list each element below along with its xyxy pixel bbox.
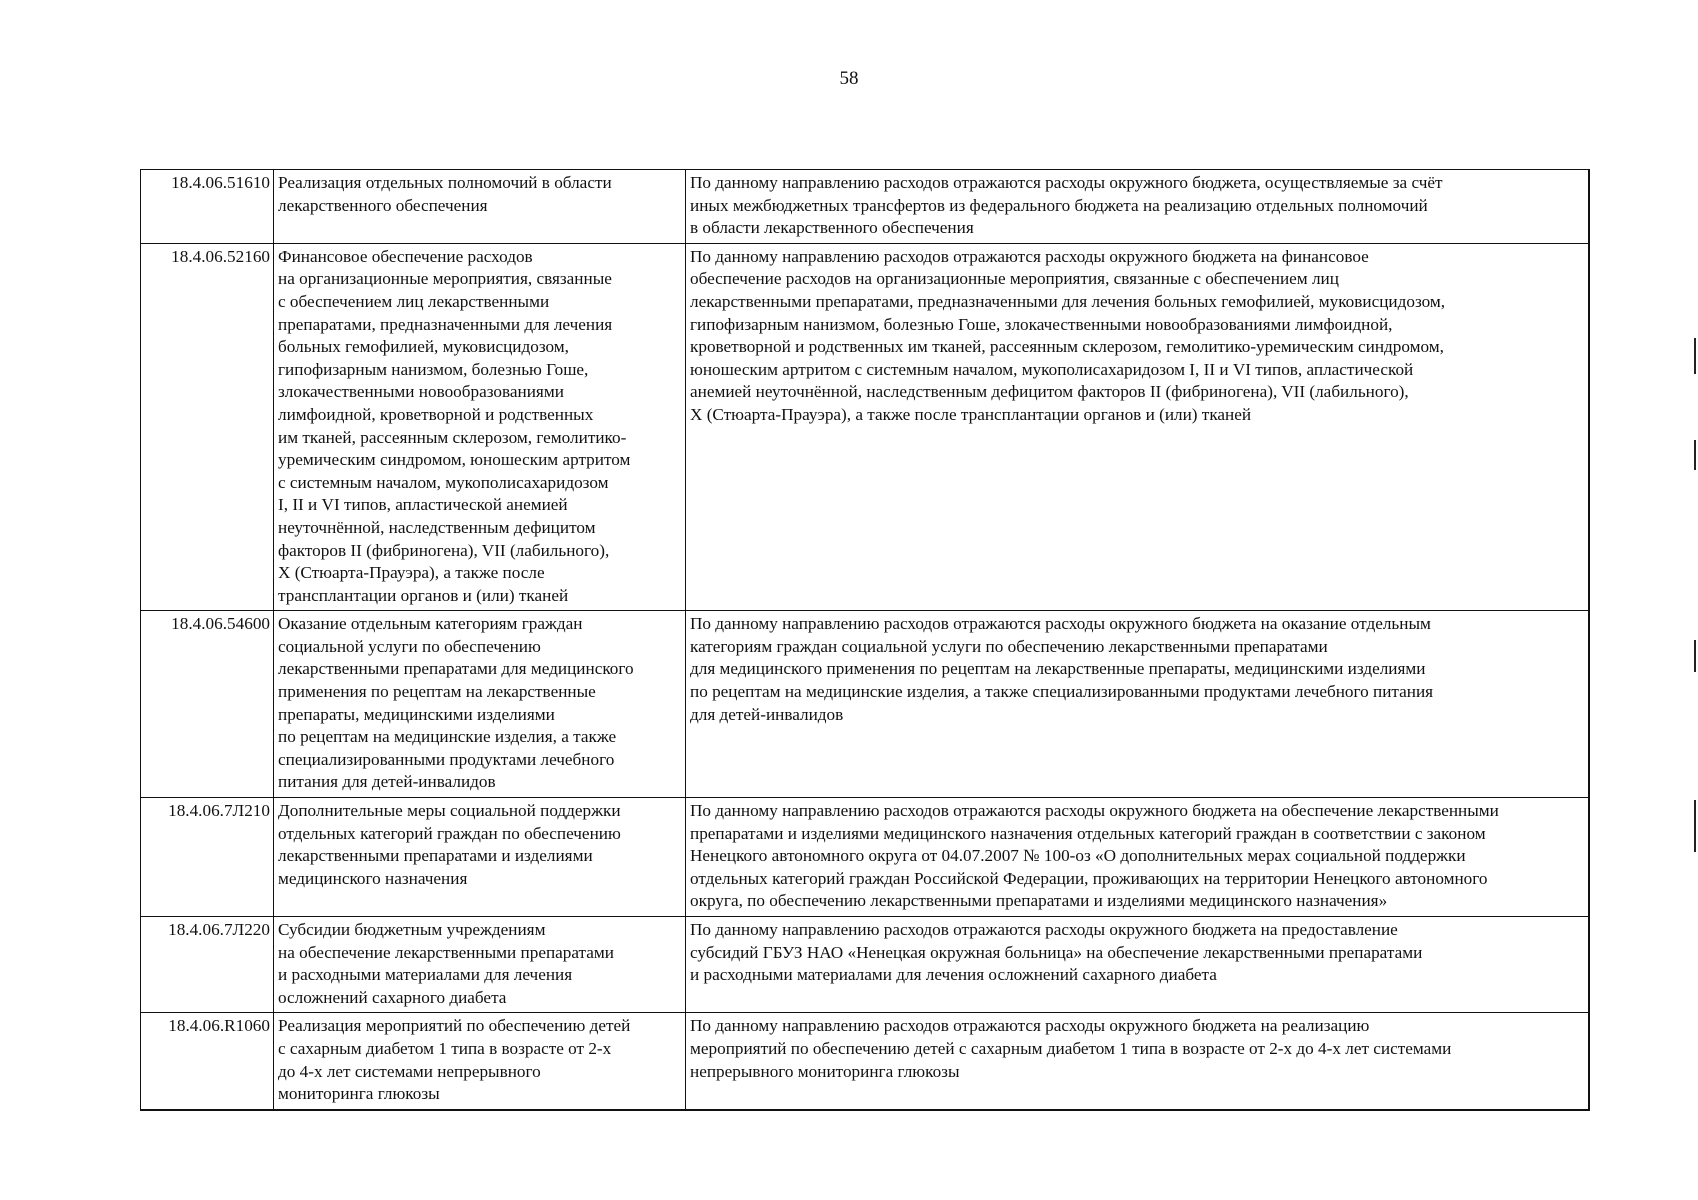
table-row	[141, 611, 1589, 798]
scan-edge-mark	[1694, 830, 1696, 852]
row-code: 18.4.06.7Л220	[141, 917, 274, 1013]
expense-directions-table-wrap	[140, 169, 1588, 1111]
row-code: 18.4.06.51610	[141, 170, 274, 244]
row-description: По данному направлению расходов отражаются расходы окружного бюджета на финансовое обеспечение расходов на организационные мероприятия, связанные с обеспечением лиц лекарственными препаратами, предназначенными для лечения больных гемофилией, муковисцидозом, гипофизарным нанизмом, болезнью Гоше, злокачественными новообразованиями лимфоидной, кроветворной и родственных им тканей, рассеянным склерозом, гемолитико-уремическим синдромом, юношеским артритом с системным началом, мукополисахаридозом I, II и VI типов, апластической анемией неуточнённой, наследственным дефицитом факторов II (фибриногена), VII (лабильного), X (Стюарта-Прауэра), а также после трансплантации органов и (или) тканей	[686, 243, 1589, 611]
row-code: 18.4.06.52160	[141, 243, 274, 611]
scan-edge-mark	[1694, 800, 1696, 830]
page-number: 58	[839, 68, 859, 89]
row-description: По данному направлению расходов отражаются расходы окружного бюджета, осуществляемые за счёт иных межбюджетных трансфертов из федерального бюджета на реализацию отдельных полномочий в области лекарственного обеспечения	[686, 170, 1589, 244]
row-name: Реализация мероприятий по обеспечению детей с сахарным диабетом 1 типа в возрасте от 2-х до 4-х лет системами непрерывного мониторинга глюкозы	[274, 1013, 686, 1110]
row-name: Финансовое обеспечение расходов на организационные мероприятия, связанные с обеспечением лиц лекарственными препаратами, предназначенными для лечения больных гемофилией, муковисцидозом, гипофизарным нанизмом, болезнью Гоше, злокачественными новообразованиями лимфоидной, кроветворной и родственных им тканей, рассеянным склерозом, гемолитико- уремическим синдромом, юношеским артритом с системным началом, мукополисахаридозом I, II и VI типов, апластической анемией неуточнённой, наследственным дефицитом факторов II (фибриногена), VII (лабильного), X (Стюарта-Прауэра), а также после трансплантации органов и (или) тканей	[274, 243, 686, 611]
row-description: По данному направлению расходов отражаются расходы окружного бюджета на реализацию мероприятий по обеспечению детей с сахарным диабетом 1 типа в возрасте от 2-х до 4-х лет системами непрерывного мониторинга глюкозы	[686, 1013, 1589, 1110]
expense-directions-table	[140, 169, 1590, 1111]
row-code: 18.4.06.54600	[141, 611, 274, 798]
row-description: По данному направлению расходов отражаются расходы окружного бюджета на обеспечение лекарственными препаратами и изделиями медицинского назначения отдельных категорий граждан в соответствии с законом Ненецкого автономного округа от 04.07.2007 № 100-оз «О дополнительных мерах социальной поддержки отдельных категорий граждан Российской Федерации, проживающих на территории Ненецкого автономного округа, по обеспечению лекарственными препаратами и изделиями медицинского назначения»	[686, 798, 1589, 917]
row-description: По данному направлению расходов отражаются расходы окружного бюджета на оказание отдельным категориям граждан социальной услуги по обеспечению лекарственными препаратами для медицинского применения по рецептам на лекарственные препараты, медицинскими изделиями по рецептам на медицинские изделия, а также специализированными продуктами лечебного питания для детей-инвалидов	[686, 611, 1589, 798]
table-row	[141, 170, 1589, 244]
row-code: 18.4.06.R1060	[141, 1013, 274, 1110]
table-row	[141, 798, 1589, 917]
scan-edge-mark	[1694, 338, 1696, 374]
scan-edge-mark	[1694, 440, 1696, 470]
row-name: Дополнительные меры социальной поддержки отдельных категорий граждан по обеспечению лекарственными препаратами и изделиями медицинского назначения	[274, 798, 686, 917]
table-row	[141, 917, 1589, 1013]
row-name: Субсидии бюджетным учреждениям на обеспечение лекарственными препаратами и расходными материалами для лечения осложнений сахарного диабета	[274, 917, 686, 1013]
row-code: 18.4.06.7Л210	[141, 798, 274, 917]
table-row	[141, 243, 1589, 611]
table-row	[141, 1013, 1589, 1110]
row-description: По данному направлению расходов отражаются расходы окружного бюджета на предоставление субсидий ГБУЗ НАО «Ненецкая окружная больница» на обеспечение лекарственными препаратами и расходными материалами для лечения осложнений сахарного диабета	[686, 917, 1589, 1013]
scan-edge-mark	[1694, 640, 1696, 672]
row-name: Оказание отдельным категориям граждан социальной услуги по обеспечению лекарственными препаратами для медицинского применения по рецептам на лекарственные препараты, медицинскими изделиями по рецептам на медицинские изделия, а также специализированными продуктами лечебного питания для детей-инвалидов	[274, 611, 686, 798]
row-name: Реализация отдельных полномочий в области лекарственного обеспечения	[274, 170, 686, 244]
